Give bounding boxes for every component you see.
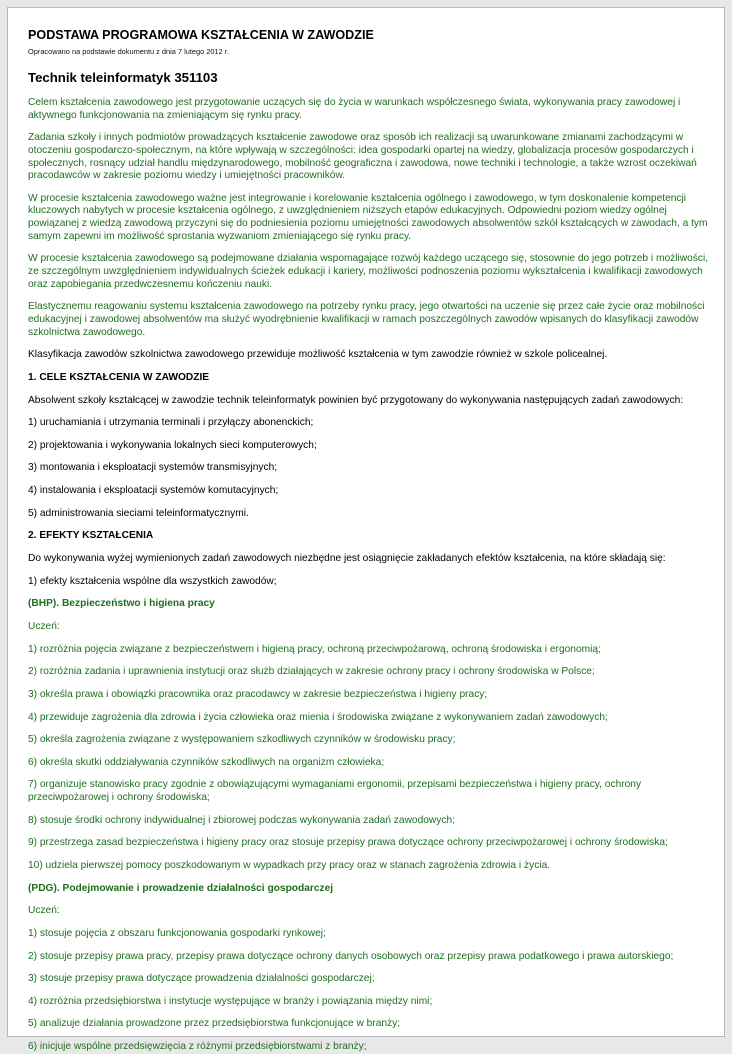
paragraph: 8) stosuje środki ochrony indywidualnej i zbiorowej podczas wykonywania zadań zawodowych; bbox=[28, 814, 455, 826]
paragraph: 3) montowania i eksploatacji systemów transmisyjnych; bbox=[28, 462, 278, 474]
document-subtitle: Opracowano na podstawie dokumentu z dnia 7 lutego 2012 r. bbox=[28, 47, 229, 56]
paragraph: 1) rozróżnia pojęcia związane z bezpieczeństwem i higieną pracy, ochroną przeciwpożarową, ochroną środowiska i ergonomią; bbox=[28, 643, 601, 655]
paragraph: 3) określa prawa i obowiązki pracownika oraz pracodawcy w zakresie bezpieczeństwa i higieny pracy; bbox=[28, 688, 488, 700]
paragraph: 2) projektowania i wykonywania lokalnych sieci komputerowych; bbox=[28, 439, 317, 451]
paragraph: 5) określa zagrożenia związane z występowaniem szkodliwych czynników w środowisku pracy; bbox=[28, 734, 456, 746]
paragraph: 4) przewiduje zagrożenia dla zdrowia i życia człowieka oraz mienia i środowiska związane z wykonywaniem zadań zawodowych; bbox=[28, 711, 608, 723]
paragraph: 5) analizuje działania prowadzone przez przedsiębiorstwa funkcjonujące w branży; bbox=[28, 1018, 401, 1030]
paragraph: 3) stosuje przepisy prawa dotyczące prowadzenia działalności gospodarczej; bbox=[28, 973, 375, 985]
paragraph: Do wykonywania wyżej wymienionych zadań zawodowych niezbędne jest osiągnięcie zakładanych efektów kształcenia, na które składają się: bbox=[28, 553, 666, 565]
subsection-heading: (PDG). Podejmowanie i prowadzenie działalności gospodarczej bbox=[28, 882, 334, 894]
document-title: PODSTAWA PROGRAMOWA KSZTAŁCENIA W ZAWODZIE bbox=[28, 28, 374, 42]
paragraph: 7) organizuje stanowisko pracy zgodnie z obowiązującymi wymaganiami ergonomii, przepisami bezpieczeństwa i higieny pracy, ochrony przeciwpożarowej i ochrony środowiska; bbox=[28, 779, 642, 804]
paragraph: 2) rozróżnia zadania i uprawnienia instytucji oraz służb działających w zakresie ochrony pracy i ochrony środowiska w Polsce; bbox=[28, 666, 595, 678]
paragraph: 5) administrowania sieciami teleinformatycznymi. bbox=[28, 507, 249, 519]
paragraph: Zadania szkoły i innych podmiotów prowadzących kształcenie zawodowe oraz sposób ich realizacji są uwarunkowane zmianami zachodzącymi w otoczeniu gospodarczo-społecznym, na które wpływają w szczególności: idea gospodarki opartej na wiedzy, globalizacja procesów gospodarczych i społecznych, rosnący udział handlu międzynarodowego, mobilność geograficzna i zawodowa, nowe techniki i technologie, a także wzrost oczekiwań pracodawców w zakresie poziomu wiedzy i umiejętności pracowników. bbox=[28, 132, 697, 182]
paragraph-list bbox=[28, 97, 710, 1054]
paragraph: Uczeń: bbox=[28, 620, 60, 632]
paragraph: 6) określa skutki oddziaływania czynników szkodliwych na organizm człowieka; bbox=[28, 756, 385, 768]
paragraph: W procesie kształcenia zawodowego ważne jest integrowanie i korelowanie kształcenia ogólnego i zawodowego, w tym doskonalenie kompetencji kluczowych nabytych w procesie kształcenia ogólnego, z uwzględnieniem niższych etapów edukacyjnych. Odpowiedni poziom wiedzy ogólnej powiązanej z wiedzą zawodową przyczyni się do podniesienia poziomu umiejętności zawodowych absolwentów szkół kształcących w zawodach, a tym samym zapewni im możliwość sprostania wyzwaniom zmieniającego się rynku pracy. bbox=[28, 192, 708, 242]
paragraph: 1) efekty kształcenia wspólne dla wszystkich zawodów; bbox=[28, 575, 277, 587]
paragraph: Elastycznemu reagowaniu systemu kształcenia zawodowego na potrzeby rynku pracy, jego otwartości na uczenie się przez całe życie oraz mobilności edukacyjnej i zawodowej absolwentów ma służyć wyodrębnienie kwalifikacji w ramach poszczególnych zawodów wpisanych do klasyfikacji zawodów szkolnictwa zawodowego. bbox=[28, 301, 705, 338]
subsection-heading: (BHP). Bezpieczeństwo i higiena pracy bbox=[28, 598, 215, 610]
paragraph: 4) instalowania i eksploatacji systemów komutacyjnych; bbox=[28, 485, 279, 497]
paragraph: 4) rozróżnia przedsiębiorstwa i instytucje występujące w branży i powiązania między nimi; bbox=[28, 995, 433, 1007]
paragraph: 1) uruchamiania i utrzymania terminali i przyłączy abonenckich; bbox=[28, 417, 314, 429]
document-page bbox=[7, 7, 725, 1053]
section-heading: 2. EFEKTY KSZTAŁCENIA bbox=[28, 530, 154, 542]
paragraph: Absolwent szkoły kształcącej w zawodzie technik teleinformatyk powinien być przygotowany do wykonywania następujących zadań zawodowych: bbox=[28, 394, 684, 406]
paragraph: 9) przestrzega zasad bezpieczeństwa i higieny pracy oraz stosuje przepisy prawa dotyczące ochrony przeciwpożarowej i ochrony środowiska; bbox=[28, 837, 668, 849]
paragraph: Klasyfikacja zawodów szkolnictwa zawodowego przewiduje możliwość kształcenia w tym zawodzie również w szkole policealnej. bbox=[28, 349, 608, 361]
section-heading: 1. CELE KSZTAŁCENIA W ZAWODZIE bbox=[28, 371, 210, 383]
paragraph: Celem kształcenia zawodowego jest przygotowanie uczących się do życia w warunkach współczesnego świata, wykonywania pracy zawodowej i aktywnego funkcjonowania na zmieniającym się rynku pracy. bbox=[28, 97, 681, 121]
paragraph: W procesie kształcenia zawodowego są podejmowane działania wspomagające rozwój każdego uczącego się, stosownie do jego potrzeb i możliwości, ze szczególnym uwzględnieniem indywidualnych ścieżek edukacji i kariery, możliwości podnoszenia poziomu wykształcenia i kwalifikacji zawodowych oraz zapobiegania przedwczesnemu kończeniu nauki. bbox=[28, 253, 709, 290]
paragraph: 6) inicjuje wspólne przedsięwzięcia z różnymi przedsiębiorstwami z branży; bbox=[28, 1041, 367, 1053]
paragraph: Uczeń: bbox=[28, 905, 60, 917]
paragraph: 1) stosuje pojęcia z obszaru funkcjonowania gospodarki rynkowej; bbox=[28, 927, 326, 939]
document-content bbox=[8, 8, 724, 1054]
paragraph: 2) stosuje przepisy prawa pracy, przepisy prawa dotyczące ochrony danych osobowych oraz przepisy prawa podatkowego i prawa autorskiego; bbox=[28, 950, 674, 962]
paragraph: 10) udziela pierwszej pomocy poszkodowanym w wypadkach przy pracy oraz w stanach zagrożenia zdrowia i życia. bbox=[28, 859, 551, 871]
job-title: Technik teleinformatyk 351103 bbox=[28, 70, 218, 85]
